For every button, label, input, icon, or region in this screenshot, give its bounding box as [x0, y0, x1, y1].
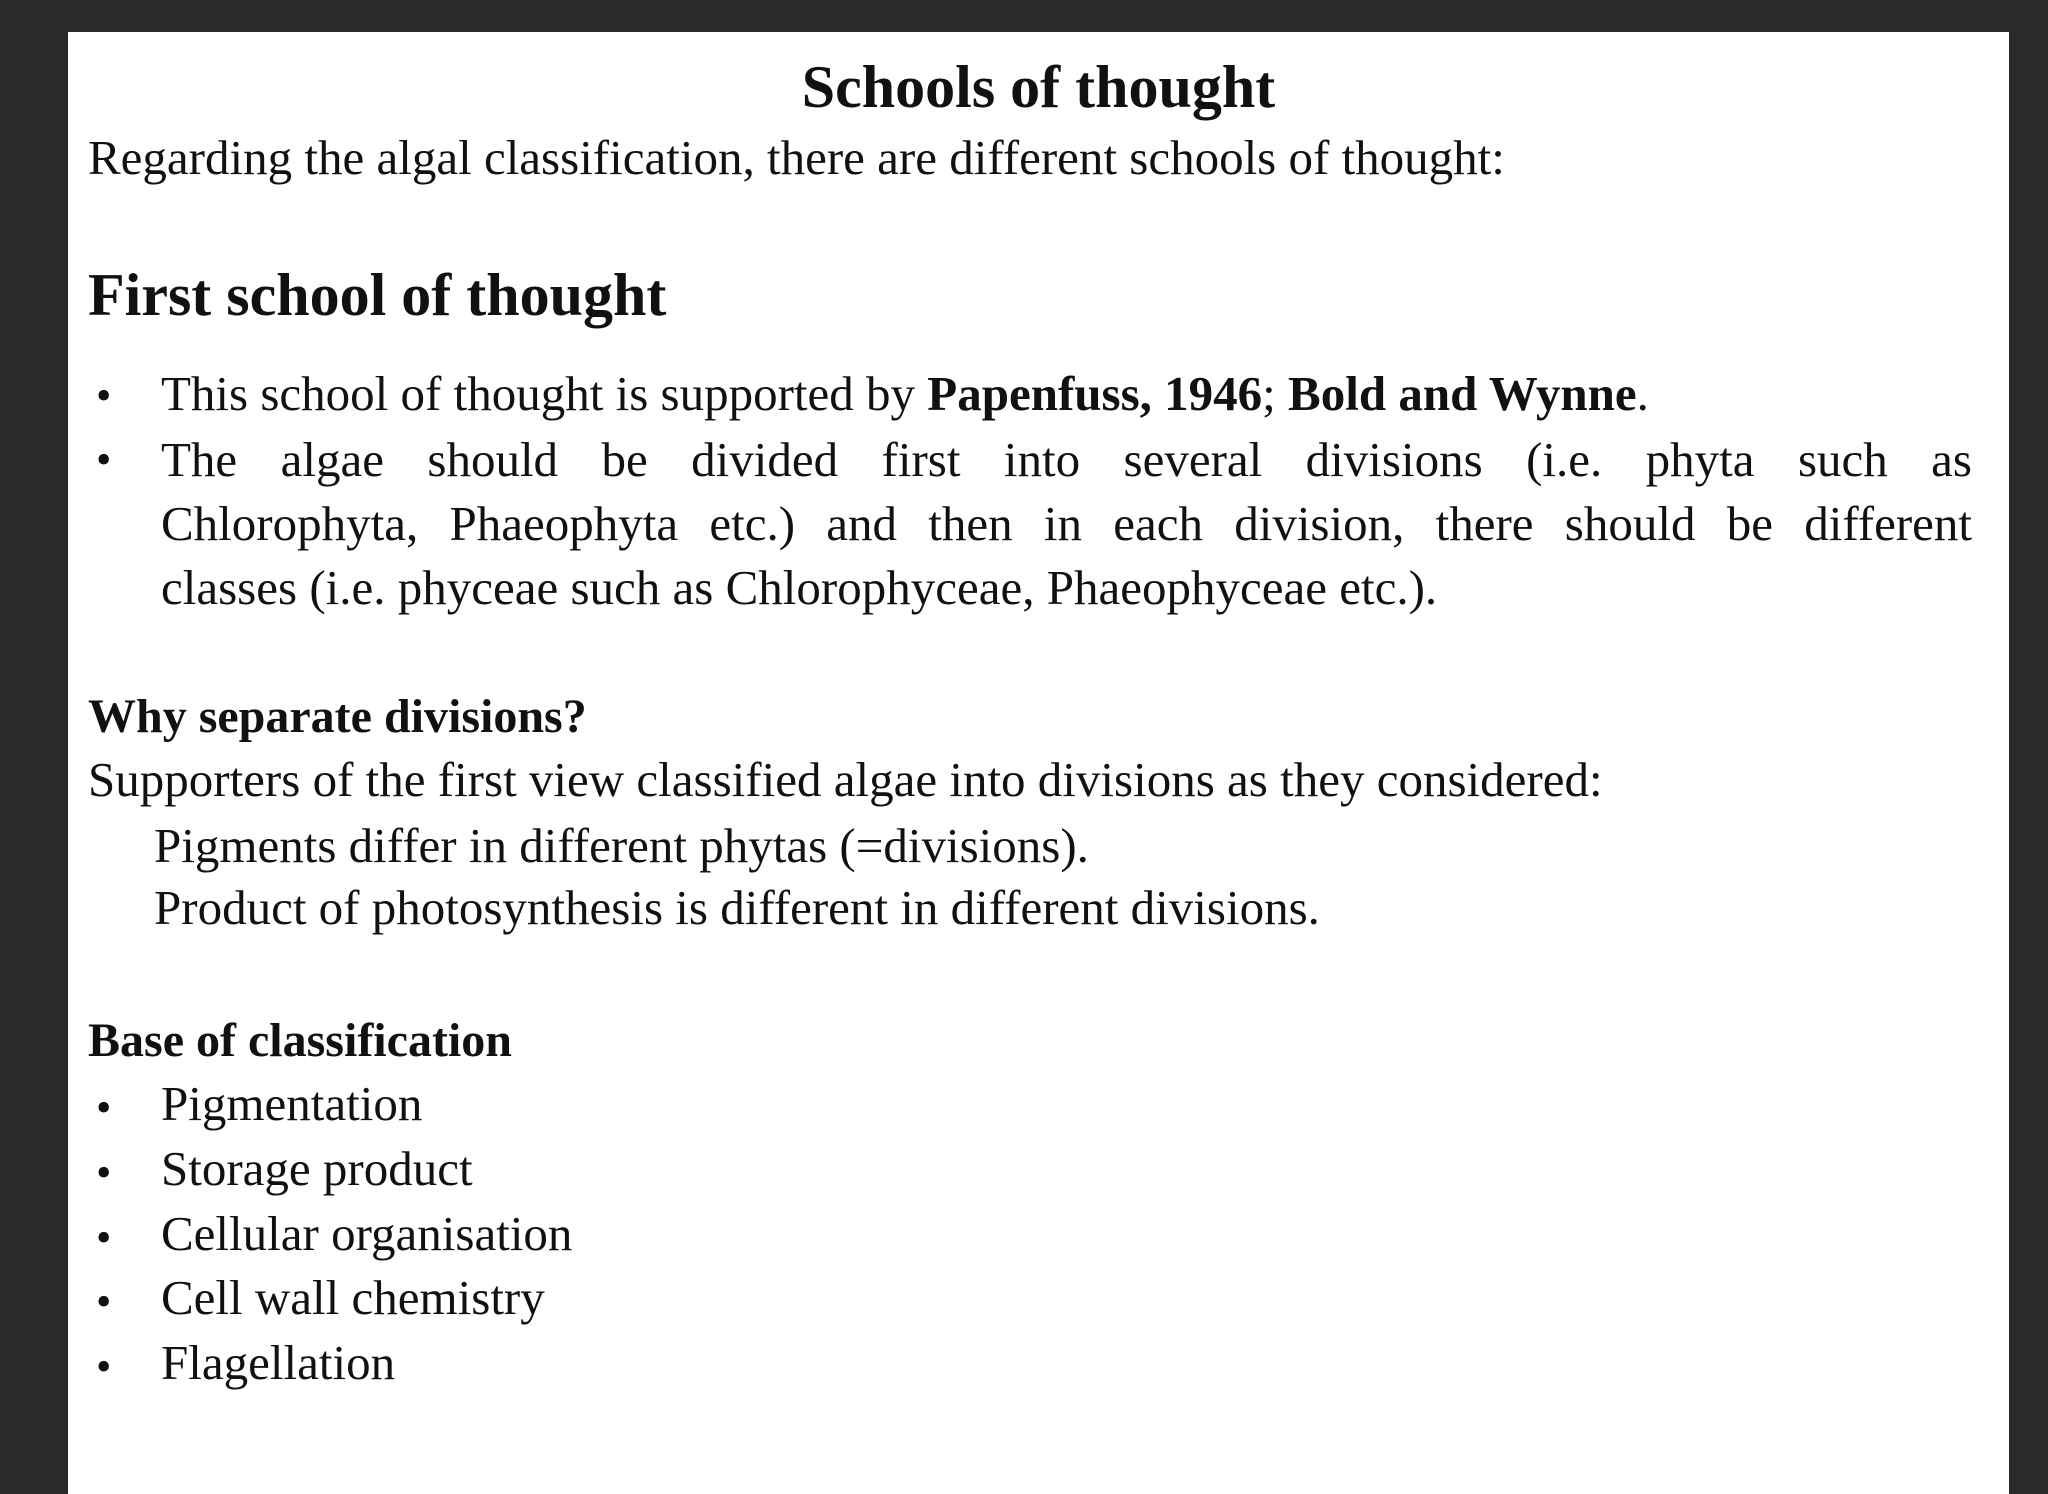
- base-item-storage-product: Storage product: [161, 1141, 473, 1196]
- base-item-cellular-organisation: Cellular organisation: [161, 1206, 573, 1261]
- why-point-pigments: Pigments differ in different phytas (=divisions).: [154, 818, 1089, 873]
- why-separate-heading: Why separate divisions?: [88, 690, 587, 743]
- first-school-bullet-divisions-line-1: The algae should be divided first into several divisions (i.e. phyta such as: [161, 432, 1972, 487]
- slide-page: [68, 32, 2009, 1494]
- bullet-icon: •: [96, 435, 112, 484]
- base-item-flagellation: Flagellation: [161, 1335, 396, 1390]
- intro-text: Regarding the algal classification, there are different schools of thought:: [88, 130, 1505, 185]
- bullet-icon: •: [96, 1342, 112, 1391]
- page-title: Schools of thought: [801, 54, 1276, 120]
- bullet-icon: •: [96, 1083, 112, 1132]
- first-school-bullet-supporters: [161, 362, 1972, 426]
- first-school-bullet-divisions-line-3: classes (i.e. phyceae such as Chlorophyceae, Phaeophyceae etc.).: [161, 560, 1438, 615]
- supporters-suffix: .: [1636, 366, 1649, 421]
- first-school-heading: First school of thought: [88, 262, 667, 328]
- bullet-icon: •: [96, 371, 112, 420]
- why-point-photosynthesis: Product of photosynthesis is different in different divisions.: [154, 880, 1320, 935]
- first-school-bullet-divisions-line-2: Chlorophyta, Phaeophyta etc.) and then in each division, there should be different: [161, 496, 1972, 551]
- bullet-icon: •: [96, 1277, 112, 1326]
- author-papenfuss: Papenfuss, 1946: [927, 366, 1263, 421]
- author-bold-wynne: Bold and Wynne: [1288, 366, 1637, 421]
- author-separator: ;: [1262, 366, 1289, 421]
- why-separate-intro: Supporters of the first view classified algae into divisions as they considered:: [88, 752, 1603, 807]
- supporters-prefix: This school of thought is supported by: [161, 366, 928, 421]
- base-item-pigmentation: Pigmentation: [161, 1076, 423, 1131]
- base-item-cell-wall-chemistry: Cell wall chemistry: [161, 1270, 545, 1325]
- bullet-icon: •: [96, 1148, 112, 1197]
- bullet-icon: •: [96, 1213, 112, 1262]
- base-classification-heading: Base of classification: [88, 1014, 512, 1067]
